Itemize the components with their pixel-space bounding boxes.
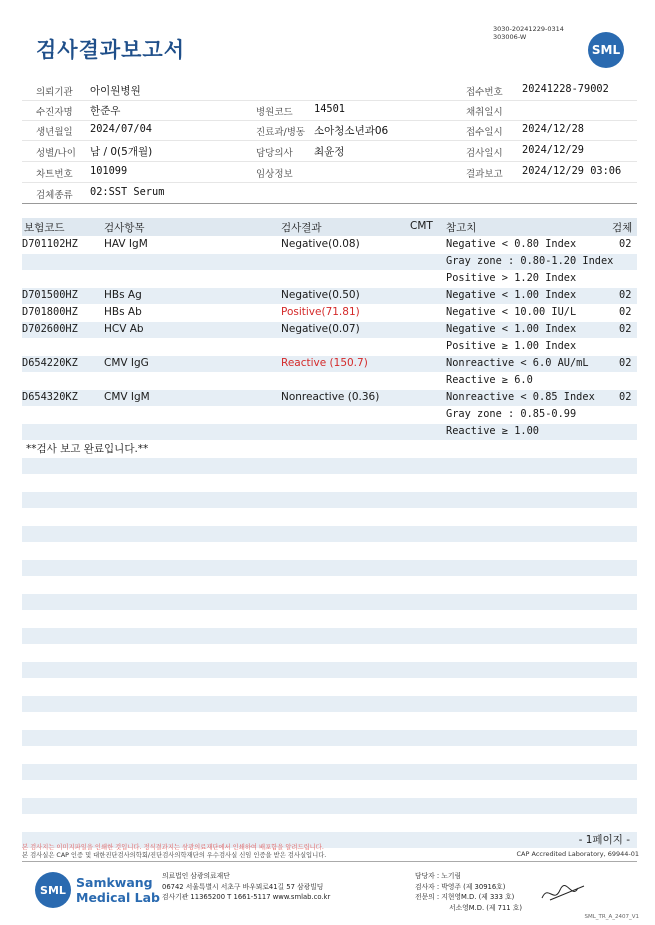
cell-result: Negative(0.07) — [281, 323, 360, 335]
patient-value: 한준우 — [90, 105, 121, 117]
hospital-value: 아이원병원 — [90, 85, 141, 97]
row-stripe — [22, 594, 637, 610]
collect-date-label: 채취일시 — [466, 107, 503, 118]
hospital-label: 의뢰기관 — [36, 87, 73, 98]
info-row-hospital — [22, 80, 637, 101]
cell-specimen: 02 — [619, 357, 632, 369]
row-stripe — [22, 526, 637, 542]
table-row — [22, 288, 637, 305]
signature — [538, 880, 588, 906]
image-notice: 본 검사지는 이미지파일을 인쇄한 것입니다. 정식결과지는 삼광의료재단에서 인쇄하여 배포함을 알려드립니다. — [22, 844, 324, 851]
table-row — [22, 322, 637, 339]
table-row — [22, 424, 637, 441]
info-row-chart — [22, 162, 637, 183]
col-result-header: 검사결과 — [281, 222, 322, 234]
row-stripe — [22, 798, 637, 814]
table-row — [22, 237, 637, 254]
col-cmt-header: CMT — [410, 220, 433, 232]
row-stripe — [22, 628, 637, 644]
table-row — [22, 356, 637, 373]
staff-line2: 검사자 : 박영주 (제 30916호) — [415, 882, 506, 891]
table-row — [22, 339, 637, 356]
clinical-label: 임상정보 — [256, 169, 293, 180]
lab-address-line1: 의료법인 삼광의료재단 — [162, 872, 230, 880]
patient-label: 수진자명 — [36, 107, 73, 118]
sml-logo — [588, 32, 624, 68]
lab-address-line3: 검사기관 11365200 T 1661-5117 www.smlab.co.kr — [162, 893, 331, 901]
document-id-line2: 303006-W — [493, 33, 527, 41]
cell-reference: Nonreactive < 6.0 AU/mL — [446, 357, 589, 369]
specimen-label: 검체종류 — [36, 190, 73, 201]
cell-specimen: 02 — [619, 306, 632, 318]
cell-item: HAV IgM — [104, 238, 148, 250]
cell-specimen: 02 — [619, 289, 632, 301]
document-id-line1: 3030-20241229-0314 — [493, 25, 564, 33]
cell-reference: Positive ≥ 1.00 Index — [446, 340, 577, 352]
table-row — [22, 390, 637, 407]
specimen-value: 02:SST Serum — [90, 186, 165, 198]
report-date-label: 결과보고 — [466, 169, 503, 180]
results-table-header — [22, 218, 637, 236]
lab-staff — [415, 871, 522, 913]
cell-specimen: 02 — [619, 238, 632, 250]
cap-accreditation: CAP Accredited Laboratory, 69944-01 — [516, 850, 639, 858]
dob-value: 2024/07/04 — [90, 123, 152, 135]
lab-address — [162, 871, 330, 903]
chart-no-value: 101099 — [90, 165, 128, 177]
sml-logo-text: SML — [591, 43, 621, 57]
staff-line1: 담당자 : 노기림 — [415, 872, 462, 880]
dept-label: 진료과/병동 — [256, 127, 306, 138]
doctor-label: 담당의사 — [256, 148, 293, 159]
table-row — [22, 305, 637, 322]
lab-logo — [35, 872, 71, 908]
cell-reference: Negative < 0.80 Index — [446, 238, 577, 250]
cell-reference: Reactive ≥ 6.0 — [446, 374, 533, 386]
receipt-date-label: 접수일시 — [466, 127, 503, 138]
cell-result: Negative(0.50) — [281, 289, 360, 301]
lab-logo-text: SML — [40, 883, 66, 897]
cell-item: CMV IgG — [104, 357, 149, 369]
test-date-value: 2024/12/29 — [522, 144, 584, 156]
receipt-no-label: 접수번호 — [466, 87, 503, 98]
cell-reference: Negative < 10.00 IU/L — [446, 306, 577, 318]
table-row — [22, 271, 637, 288]
cell-item: HCV Ab — [104, 323, 144, 335]
sex-age-value: 남 / 0(5개월) — [90, 146, 153, 158]
lab-name-line1: Samkwang — [76, 875, 153, 890]
cell-reference: Negative < 1.00 Index — [446, 323, 577, 335]
cell-reference: Positive > 1.20 Index — [446, 272, 577, 284]
cell-code: D701500HZ — [22, 289, 78, 301]
cell-code: D701102HZ — [22, 238, 78, 250]
cell-item: HBs Ab — [104, 306, 142, 318]
row-stripe — [22, 764, 637, 780]
cell-reference: Reactive ≥ 1.00 — [446, 425, 539, 437]
page-number: - 1페이지 - — [578, 834, 630, 846]
report-title: 검사결과보고서 — [36, 38, 186, 62]
cell-specimen: 02 — [619, 323, 632, 335]
table-row — [22, 254, 637, 271]
col-code-header: 보험코드 — [24, 222, 65, 234]
hospital-code-label: 병원코드 — [256, 107, 293, 118]
cell-result: Positive(71.81) — [281, 306, 360, 318]
cell-item: CMV IgM — [104, 391, 150, 403]
lab-name-line2: Medical Lab — [76, 890, 160, 905]
cell-reference: Gray zone : 0.80-1.20 Index — [446, 255, 614, 267]
cell-result: Nonreactive (0.36) — [281, 391, 380, 403]
lab-address-line2: 06742 서울특별시 서초구 바우뫼로41길 57 삼광빌딩 — [162, 882, 324, 891]
info-row-patient — [22, 100, 637, 121]
row-stripe — [22, 696, 637, 712]
test-date-label: 검사일시 — [466, 148, 503, 159]
document-id — [493, 25, 564, 41]
info-row-dob — [22, 120, 637, 141]
col-ref-header: 참고치 — [446, 222, 477, 234]
cell-result: Negative(0.08) — [281, 238, 360, 250]
info-row-specimen — [22, 183, 637, 204]
table-row — [22, 407, 637, 424]
sex-age-label: 성별/나이 — [36, 148, 76, 159]
row-stripe — [22, 730, 637, 746]
table-row — [22, 373, 637, 390]
cell-reference: Nonreactive < 0.85 Index — [446, 391, 595, 403]
info-row-sex — [22, 141, 637, 162]
dept-value: 소아청소년과06 — [314, 125, 389, 137]
report-date-value: 2024/12/29 03:06 — [522, 165, 622, 177]
col-specimen-header: 검체 — [612, 222, 633, 234]
report-complete-note: **검사 보고 완료입니다.** — [26, 443, 149, 455]
dob-label: 생년월일 — [36, 127, 73, 138]
cell-reference: Negative < 1.00 Index — [446, 289, 577, 301]
row-stripe — [22, 560, 637, 576]
cell-specimen: 02 — [619, 391, 632, 403]
staff-line4: 서소영M.D. (제 711 호) — [449, 903, 523, 912]
cell-code: D654220KZ — [22, 357, 78, 369]
cell-result: Reactive (150.7) — [281, 357, 368, 369]
cell-item: HBs Ag — [104, 289, 142, 301]
doctor-value: 최윤정 — [314, 146, 345, 158]
hospital-code-value: 14501 — [314, 103, 345, 115]
staff-line3: 전문의 : 지현영M.D. (제 333 호) — [415, 893, 515, 901]
col-item-header: 검사항목 — [104, 222, 145, 234]
cell-code: D701800HZ — [22, 306, 78, 318]
accreditation-notice: 본 검사실은 CAP 인증 및 대한진단검사의학회/진단검사의학재단의 우수검사실 신임 인증을 받은 검사실입니다. — [22, 852, 327, 859]
lab-name — [76, 875, 160, 905]
cell-reference: Gray zone : 0.85-0.99 — [446, 408, 577, 420]
row-stripe — [22, 458, 637, 474]
footer-divider — [22, 861, 637, 862]
form-code: SML_TR_A_2407_V1 — [584, 914, 639, 920]
cell-code: D654320KZ — [22, 391, 78, 403]
receipt-no-value: 20241228-79002 — [522, 83, 609, 95]
row-stripe — [22, 662, 637, 678]
receipt-date-value: 2024/12/28 — [522, 123, 584, 135]
chart-no-label: 차트번호 — [36, 169, 73, 180]
cell-code: D702600HZ — [22, 323, 78, 335]
row-stripe — [22, 492, 637, 508]
